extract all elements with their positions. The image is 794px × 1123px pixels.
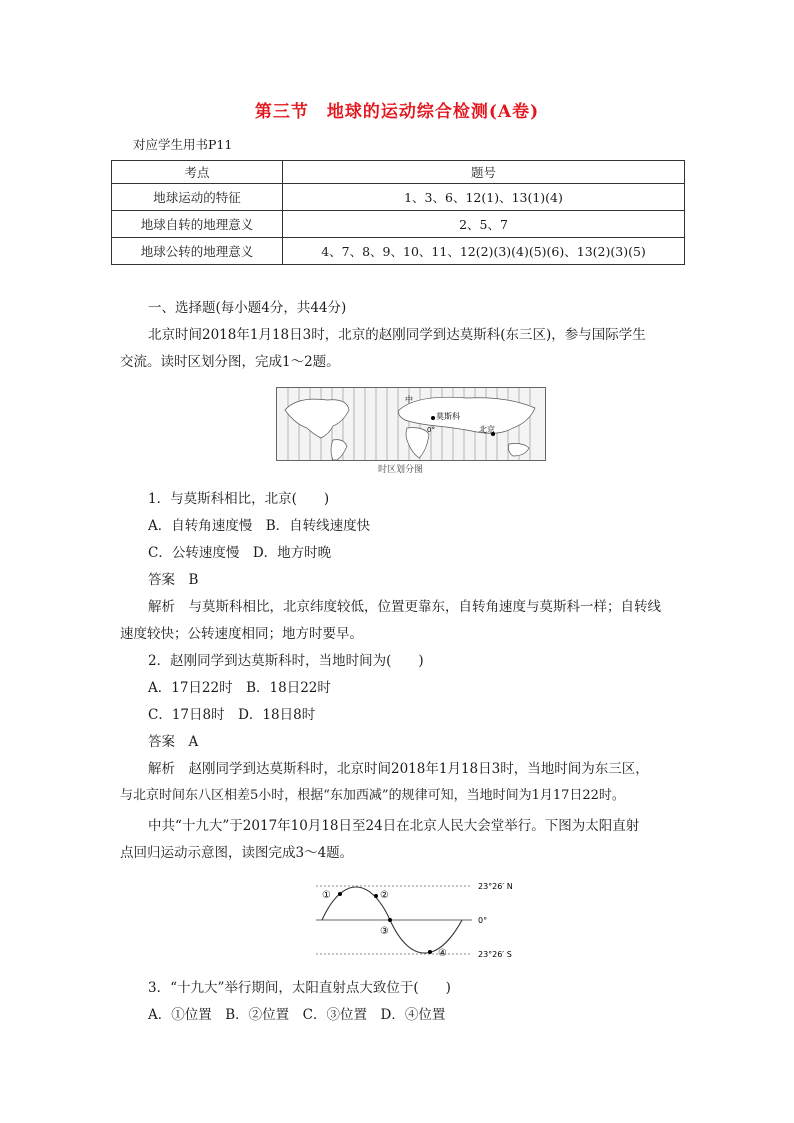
- question-options: C．17日8时 D．18日8时: [148, 707, 316, 723]
- sun-migration-diagram: [312, 878, 552, 962]
- table-row: [112, 238, 685, 265]
- beijing-label: 北京: [479, 425, 495, 434]
- table-cell: 4、7、8、9、10、11、12(2)(3)(4)(5)(6)、13(2)(3)(5): [283, 238, 685, 265]
- position-1-marker: [338, 892, 342, 896]
- answer-text: 答案 B: [148, 572, 199, 588]
- intro-text: 北京时间2018年1月18日3时，北京的赵刚同学到达莫斯科(东三区)，参与国际学生: [148, 327, 646, 343]
- page-title: 第三节 地球的运动综合检测(A卷): [254, 102, 540, 122]
- table-cell: 2、5、7: [283, 211, 685, 238]
- knowledge-point-table: [111, 160, 685, 265]
- position-4-marker: [428, 950, 432, 954]
- moscow-label: 莫斯科: [436, 412, 460, 421]
- answer-text: 答案 A: [148, 734, 199, 750]
- tropic-of-cancer-label: 23°26′ N: [478, 882, 513, 891]
- section-heading: 一、选择题(每小题4分，共44分): [148, 300, 347, 316]
- time-zone-map: [276, 387, 546, 461]
- analysis-text: 速度较快；公转速度相同；地方时要早。: [120, 626, 363, 642]
- intro-text: 点回归运动示意图，读图完成3～4题。: [120, 845, 354, 861]
- equator-label: 0°: [478, 916, 488, 925]
- table-header-row: [112, 161, 685, 184]
- analysis-text: 与北京时间东八区相差5小时，根据“东加西减”的规律可知，当地时间为1月17日22时。: [120, 788, 625, 803]
- table-row: [112, 184, 685, 211]
- table-cell: 1、3、6、12(1)、13(1)(4): [283, 184, 685, 211]
- position-2-label: ②: [380, 890, 389, 901]
- tropic-of-capricorn-label: 23°26′ S: [478, 950, 512, 959]
- intro-text: 交流。读时区划分图，完成1～2题。: [120, 354, 340, 370]
- table-header-cell: 题号: [283, 161, 685, 184]
- table-header-cell: 考点: [112, 161, 283, 184]
- position-3-marker: [388, 918, 392, 922]
- question-stem: 3．“十九大”举行期间，太阳直射点大致位于( ): [148, 980, 451, 996]
- sun-migration-graphic: [312, 878, 552, 962]
- table-row: [112, 211, 685, 238]
- table-cell: 地球运动的特征: [112, 184, 283, 211]
- prime-meridian-label: 0°: [427, 426, 435, 434]
- position-2-marker: [374, 894, 378, 898]
- table-cell: 地球自转的地理意义: [112, 211, 283, 238]
- reference-note: 对应学生用书P11: [133, 137, 233, 152]
- map-text-label: 中: [405, 395, 413, 404]
- question-options: A．17日22时 B．18日22时: [148, 680, 331, 696]
- analysis-text: 解析 赵刚同学到达莫斯科时，北京时间2018年1月18日3时，当地时间为东三区，: [148, 761, 649, 777]
- question-stem: 1．与莫斯科相比，北京( ): [148, 491, 330, 507]
- position-3-label: ③: [380, 926, 389, 937]
- question-options: A．①位置 B．②位置 C．③位置 D．④位置: [148, 1007, 446, 1023]
- intro-text: 中共“十九大”于2017年10月18日至24日在北京人民大会堂举行。下图为太阳直射: [148, 818, 640, 834]
- moscow-marker: [431, 416, 435, 420]
- position-4-label: ④: [438, 948, 447, 959]
- map-caption: 时区划分图: [378, 465, 424, 475]
- position-1-label: ①: [322, 890, 331, 901]
- table-cell: 地球公转的地理意义: [112, 238, 283, 265]
- analysis-text: 解析 与莫斯科相比，北京纬度较低，位置更靠东，自转角速度与莫斯科一样；自转线: [148, 599, 661, 615]
- time-zone-map-graphic: [277, 388, 545, 460]
- question-options: A．自转角速度慢 B．自转线速度快: [148, 518, 371, 534]
- question-stem: 2．赵刚同学到达莫斯科时，当地时间为( ): [148, 653, 424, 669]
- question-options: C．公转速度慢 D．地方时晚: [148, 545, 332, 561]
